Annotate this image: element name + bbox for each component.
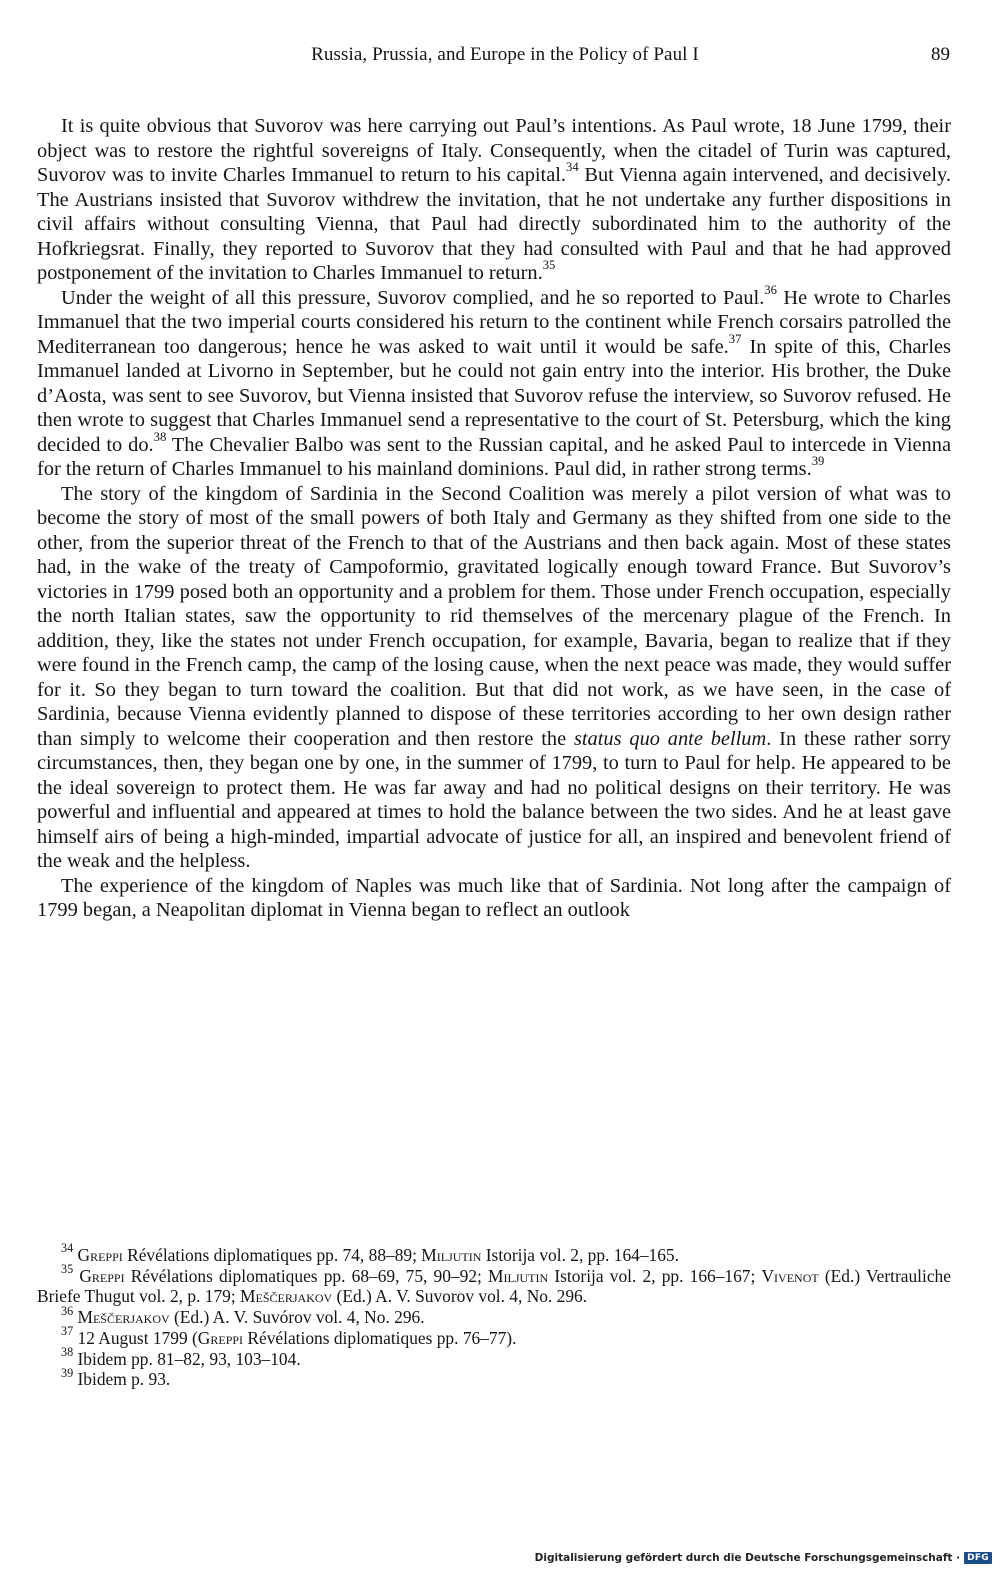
text-run: But Vienna again intervened, and decisively. The Austrians insisted that Suvorov withdrew the invitation, that he not undertake any further dispositions in civil affairs without consulting Vienna, that Paul had directly subordinated him to the authority of the Hofkriegsrat. Finally, they reported to Suvorov that they had consulted with Paul and that he had approved postponement of the invitation to Charles Immanuel to return. (37, 164, 951, 284)
text-run: . In these rather sorry circumstances, then, they began one by one, in the summer of 1799, to turn to Paul for help. He appeared to be the ideal sovereign to protect them. He was far away and had no political designs on their territory. He was powerful and influential and appeared at times to hold the balance between the two sides. And he at least gave himself airs of being a high-minded, impartial advocate of justice for all, an inspired and benevolent friend of the weak and the helpless. (37, 727, 951, 872)
text-run: The experience of the kingdom of Naples was much like that of Sardinia. Not long after the campaign of 1799 began, a Neapolitan diplomat in Vienna began to reflect an outlook (37, 874, 951, 921)
author-name: Miljutin (488, 1265, 549, 1286)
text-run: Révélations diplomatiques pp. 68–69, 75, 90–92; (124, 1265, 489, 1286)
footnote (37, 1344, 951, 1370)
author-name: Vivenot (761, 1265, 819, 1286)
note-ref: 36 (764, 282, 777, 297)
footnote (37, 1241, 951, 1266)
text-run: He wrote to Charles Immanuel that the two imperial courts considered his return to the continent while French corsairs patrolled the Mediterranean too dangerous; hence he was asked to wait until it would be safe. (37, 286, 951, 358)
author-name: Meščerjakov (77, 1307, 170, 1328)
note-ref: 35 (542, 258, 556, 273)
text-run: In spite of this, Charles Immanuel landed at Livorno in September, but he could not gain entry into the interior. His brother, the Duke d’Aosta, was sent to see Suvorov, but Vienna insisted that Suvorov refuse the interview, so Suvorov refused. He then wrote to suggest that Charles Immanuel send a representative to the court of St. Petersburg, which the king decided to do. (37, 335, 951, 456)
text-run: 12 August 1799 ( (73, 1327, 198, 1348)
author-name: Meščerjakov (240, 1286, 333, 1307)
footnote (37, 1324, 951, 1349)
text-run: The Chevalier Balbo was sent to the Russian capital, and he asked Paul to intercede in Vienna for the return of Charles Immanuel to his mainland dominions. Paul did, in rather strong terms. (37, 433, 951, 480)
author-name: Greppi (197, 1327, 244, 1348)
note-ref: 34 (566, 160, 579, 175)
note-ref: 39 (811, 454, 825, 469)
paragraph (37, 874, 951, 923)
author-name: Greppi (79, 1265, 125, 1286)
note-ref: 34 (61, 1241, 74, 1256)
author-name: Miljutin (421, 1245, 482, 1265)
text-run: It is quite obvious that Suvorov was here carrying out Paul’s intentions. As Paul wrote, 18 June 1799, their object was to restore the rightful sovereigns of Italy. Consequently, when the citadel of Turin was captured, Suvorov was to invite Charles Immanuel to return to his capital. (37, 115, 951, 186)
note-ref: 35 (61, 1262, 74, 1277)
note-ref: 38 (61, 1344, 74, 1359)
text-run: (Ed.) A. V. Suvórov vol. 4, No. 296. (169, 1307, 425, 1328)
text-run: Istorija vol. 2, pp. 164–165. (481, 1245, 679, 1265)
note-ref: 36 (61, 1303, 74, 1318)
dfg-logo-icon: DFG (964, 1552, 992, 1564)
text-run: Under the weight of all this pressure, Suvorov complied, and he so reported to Paul. (61, 286, 765, 309)
italic-text: status quo ante bellum (573, 727, 767, 750)
page-number: 89 (931, 44, 950, 65)
footnotes (37, 1241, 951, 1390)
paragraph (37, 482, 951, 874)
note-ref: 37 (61, 1324, 74, 1339)
footnote (37, 1365, 951, 1390)
author-name: Greppi (77, 1245, 123, 1265)
text-run: The story of the kingdom of Sardinia in the Second Coalition was merely a pilot version of what was to become the story of most of the small powers of both Italy and Germany as they shifted from one side to the other, from the superior threat of the French to that of the Austrians and then back again. Most of these states had, in the wake of the treaty of Campoformio, gravitated logically enough toward France. But Suvorov’s victories in 1799 posed both an opportunity and a problem for them. Those under French occupation, especially the north Italian states, saw the opportunity to rid themselves of the mercenary plague of the French. In addition, they, like the states not under French occupation, for example, Bavaria, began to realize that if they were found in the French camp, the camp of the losing cause, when the next peace was made, they would suffer for it. So they began to turn toward the coalition. But that did not work, as we have seen, in the case of Sardinia, because Vienna evidently planned to dispose of these territories according to her own design rather than simply to welcome their cooperation and then restore the (37, 482, 951, 750)
text-run: (Ed.) A. V. Suvorov vol. 4, No. 296. (332, 1286, 588, 1307)
footnote (37, 1303, 951, 1328)
digitization-credit (535, 1552, 992, 1564)
text-run: Révélations diplomatiques pp. 74, 88–89; (122, 1245, 422, 1265)
text-run: (Ed.) Vertrauliche Briefe Thugut vol. 2, p. 179; (37, 1265, 951, 1307)
note-ref: 38 (153, 429, 167, 444)
paragraph (37, 114, 951, 286)
paragraph (37, 282, 951, 482)
text-run: Révélations diplomatiques pp. 76–77). (243, 1327, 517, 1348)
text-run: Istorija vol. 2, pp. 166–167; (548, 1265, 762, 1286)
note-ref: 39 (61, 1365, 74, 1380)
note-ref: 37 (728, 331, 742, 346)
text-run: Ibidem p. 93. (73, 1369, 171, 1390)
footnote (37, 1262, 951, 1307)
text-run: Ibidem pp. 81–82, 93, 103–104. (73, 1348, 301, 1369)
running-title: Russia, Prussia, and Europe in the Policy of Paul I (311, 44, 699, 65)
running-header (60, 44, 950, 80)
body-text (37, 114, 951, 923)
credit-text: Digitalisierung gefördert durch die Deutsche Forschungsgemeinschaft · (534, 1552, 961, 1564)
